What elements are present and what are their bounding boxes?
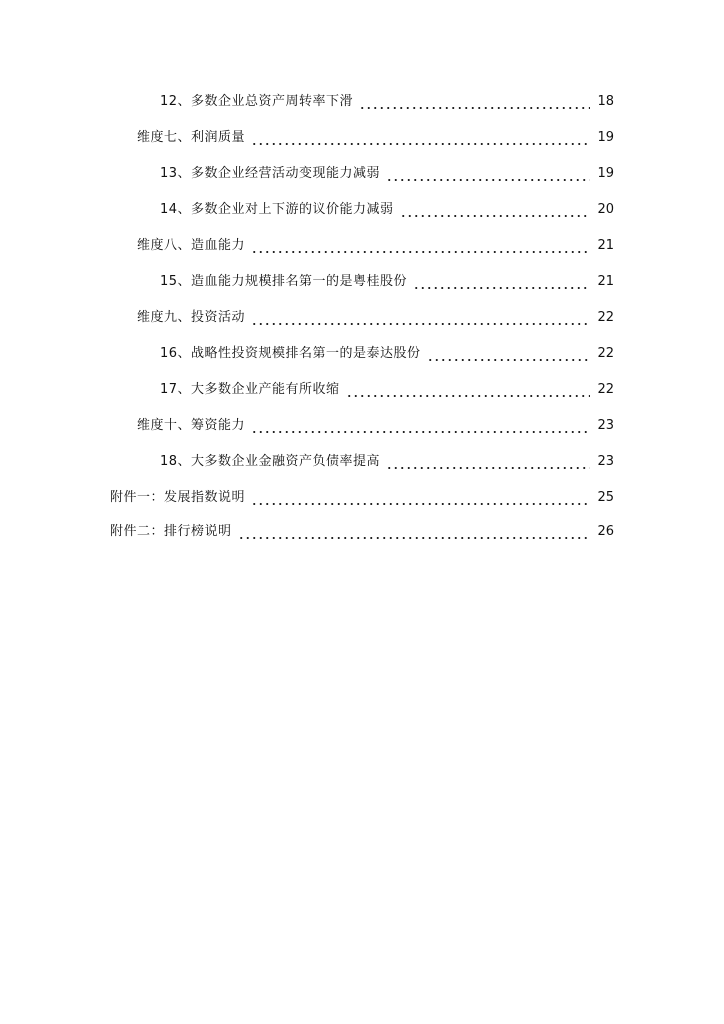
toc-entry-title: 维度九、投资活动	[137, 310, 246, 325]
toc-entry[interactable]	[160, 200, 614, 220]
toc-entry-page: 18	[597, 94, 614, 109]
dot-leader	[251, 308, 590, 328]
toc-entry-title: 17、大多数企业产能有所收缩	[160, 382, 340, 397]
toc-entry-page: 19	[597, 166, 614, 181]
toc-entry-page: 22	[597, 310, 614, 325]
dot-leader	[251, 488, 590, 508]
toc-entry-page: 21	[597, 238, 614, 253]
dot-leader	[400, 200, 590, 220]
toc-entry[interactable]	[160, 164, 614, 184]
toc-entry[interactable]	[160, 380, 614, 400]
dot-leader	[238, 522, 590, 542]
dot-leader	[386, 164, 590, 184]
dot-leader	[251, 128, 590, 148]
toc-entry[interactable]	[160, 92, 614, 112]
toc-entry-page: 23	[597, 418, 614, 433]
toc-entry-page: 23	[597, 454, 614, 469]
dot-leader	[346, 380, 590, 400]
toc-entry[interactable]	[137, 128, 614, 148]
toc-entry-title: 附件一：发展指数说明	[110, 490, 246, 505]
toc-entry[interactable]	[160, 452, 614, 472]
dot-leader	[359, 92, 590, 112]
toc-entry-page: 25	[597, 490, 614, 505]
dot-leader	[386, 452, 590, 472]
toc-entry[interactable]	[137, 236, 614, 256]
toc-entry[interactable]	[110, 488, 614, 508]
toc-entry-title: 维度十、筹资能力	[137, 418, 246, 433]
toc-entry-page: 20	[597, 202, 614, 217]
toc-entry-title: 16、战略性投资规模排名第一的是泰达股份	[160, 346, 421, 361]
dot-leader	[251, 236, 590, 256]
toc-entry-page: 26	[597, 524, 614, 539]
dot-leader	[251, 416, 590, 436]
toc-entry-title: 15、造血能力规模排名第一的是粤桂股份	[160, 274, 408, 289]
toc-entry[interactable]	[110, 522, 614, 542]
toc-entry-page: 21	[597, 274, 614, 289]
toc-entry-title: 附件二：排行榜说明	[110, 524, 232, 539]
toc-entry[interactable]	[137, 308, 614, 328]
toc-entry-title: 13、多数企业经营活动变现能力减弱	[160, 166, 381, 181]
toc-entry-title: 维度八、造血能力	[137, 238, 246, 253]
toc-entry-page: 19	[597, 130, 614, 145]
toc-entry[interactable]	[137, 416, 614, 436]
toc-entry-title: 18、大多数企业金融资产负债率提高	[160, 454, 381, 469]
toc-entry[interactable]	[160, 272, 614, 292]
toc-entry-title: 12、多数企业总资产周转率下滑	[160, 94, 354, 109]
dot-leader	[413, 272, 590, 292]
toc-entry-title: 14、多数企业对上下游的议价能力减弱	[160, 202, 394, 217]
dot-leader	[427, 344, 590, 364]
toc-entry[interactable]	[160, 344, 614, 364]
toc-entry-page: 22	[597, 382, 614, 397]
toc-entry-page: 22	[597, 346, 614, 361]
toc-entry-title: 维度七、利润质量	[137, 130, 246, 145]
